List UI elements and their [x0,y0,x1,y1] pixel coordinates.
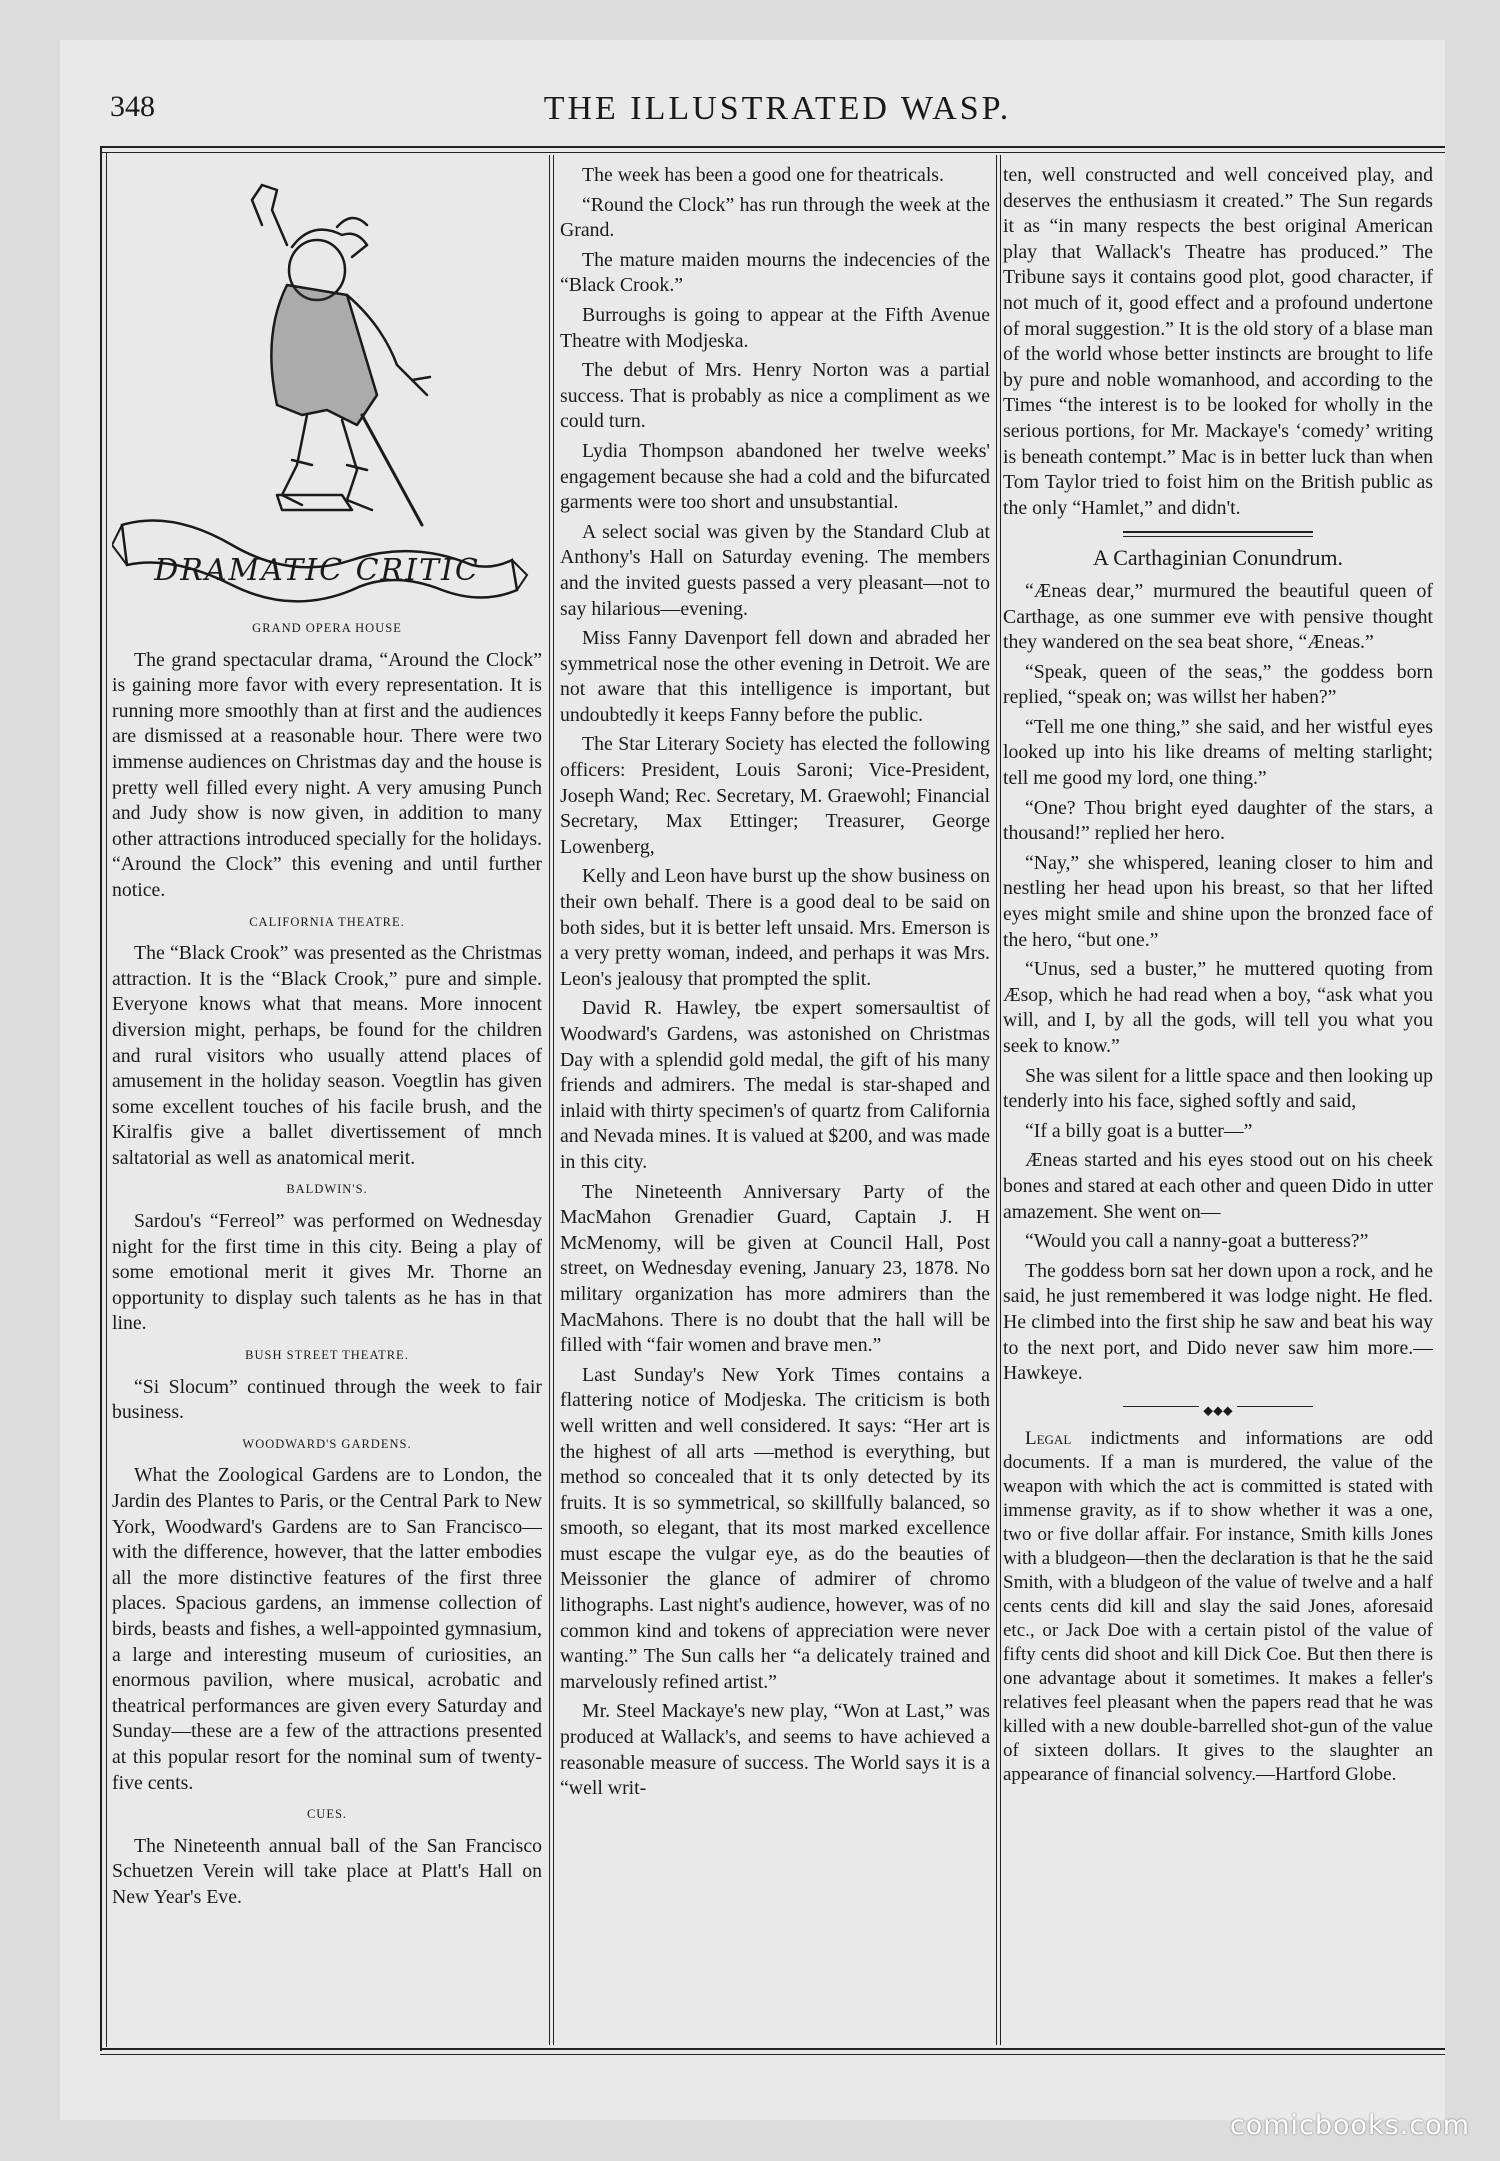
running-title: THE ILLUSTRATED WASP. [543,90,1012,127]
paragraph: “Æneas dear,” murmured the beautiful queen of Carthage, as one summer eve with pensive thought they wandered on the sea beat shore, “Æneas.” [1003,579,1433,654]
paragraph: “Si Slocum” continued through the week to fair business. [112,1375,542,1424]
paragraph: Kelly and Leon have burst up the show business on their own behalf. There is a good deal to be said on both sides, but it is better left unsaid. Mrs. Emerson is a very pretty woman, indeed, and perhaps it was Mrs. Leon's jealousy that prompted the split. [560,865,990,990]
paragraph: Burroughs is going to appear at the Fifth Avenue Theatre with Modjeska. [560,303,990,352]
paragraph [1003,1427,1433,1787]
column-3 [1003,163,1433,2043]
double-rule-divider [1123,531,1313,537]
paragraph: “Tell me one thing,” she said, and her wistful eyes looked up into his like dreams of melting starlight; tell me good my lord, one thing.” [1003,715,1433,790]
section-head-grand-opera: GRAND OPERA HOUSE [252,621,402,635]
paragraph: A select social was given by the Standard Club at Anthony's Hall on Saturday evening. The members and the invited guests passed a very pleasant—not to say hilarious—evening. [560,520,990,620]
ornament-divider [1123,1399,1313,1419]
paragraph: Miss Fanny Davenport fell down and abraded her symmetrical nose the other evening in Detroit. We are not aware that this intelligence is important, but undoubtedly it keeps Fanny before the public. [560,627,990,726]
paragraph: “If a billy goat is a butter—” [1025,1119,1253,1142]
section-head-cues: CUES. [306,1807,348,1822]
critic-figure-icon [112,165,542,610]
paragraph: The week has been a good one for theatricals. [582,164,944,186]
paragraph: The mature maiden mourns the indecencies of the “Black Crook.” [560,248,990,297]
story-title: A Carthaginian Conundrum. [1093,545,1343,571]
paragraph: She was silent for a little space and then looking up tenderly into his face, sighed softly and said, [1003,1064,1433,1113]
column-divider-1b [553,155,554,2045]
paragraph: The Nineteenth annual ball of the San Francisco Schuetzen Verein will take place at Platt's Hall on New Year's Eve. [112,1834,542,1908]
paragraph: “Would you call a nanny-goat a butteress?” [1025,1230,1369,1253]
column-1 [112,165,542,2045]
paragraph: Last Sunday's New York Times contains a flattering notice of Modjeska. The criticism is both well written and well considered. It says: “Her art is the highest of all arts —method is everything, but method so concealed that it ts only detected by its fruits. It is so symmetrical, so skillfully balanced, so smooth, so elegant, that its most marked excellence must escape the vulgar eye, as do the beauties of Meissonier the glance of admirer of chromo lithographs. Last night's audience, however, was of no common kind and tokens of appreciation were never wanting.” The Sun calls her “a delicately trained and marvelously refined artist.” [560,1363,990,1693]
paragraph: “Unus, sed a buster,” he muttered quoting from Æsop, which he had read when a boy, “ask what you will, and I, by all the gods, will tell you what you seek to know.” [1003,958,1433,1057]
column-divider-1 [549,155,550,2045]
paragraph: The grand spectacular drama, “Around the Clock” is gaining more favor with every representation. It is running more smoothly than at first and the audiences are dismissed at a reasonable hour. There were two immense audiences on Christmas day and the house is pretty well filled every night. A very amusing Punch and Judy show is now given, in addition to many other attractions introduced specially for the holidays. “Around the Clock” this evening and until further notice. [112,648,542,901]
page-header [110,90,1445,130]
top-rule [100,146,1445,148]
paragraph: Æneas started and his eyes stood out on his cheek bones and stared at each other and queen Dido in utter amazement. She went on— [1003,1149,1433,1223]
dramatic-critic-illustration [112,165,542,610]
paragraph: David R. Hawley, tbe expert somersaultist of Woodward's Gardens, was astonished on Christmas Day with a splendid gold medal, the gift of his many friends and admirers. The medal is star-shaped and inlaid with thirty specimen's of quartz from California and Nevada mines. It is valued at $200, and was made in this city. [560,997,990,1173]
paragraph: Sardou's “Ferreol” was performed on Wednesday night for the first time in this city. Being a play of some emotional merit it gives Mr. Thorne an opportunity to display such talents as he has in that line. [112,1210,542,1335]
bottom-rule [100,2048,1445,2050]
paragraph: Lydia Thompson abandoned her twelve weeks' engagement because she had a cold and the bifurcated garments were too short and unsubstantial. [560,439,990,514]
legal-text: indictments and informations are odd documents. If a man is murdered, the value of the weapon with which the act is committed is stated with immense gravity, as if to show whether it was a one, two or five dollar affair. For instance, Smith kills Jones with a bludgeon—then the declaration is that he the said Smith, with a bludgeon of the value of twelve and a half cents cents did kill and slay the said Jones, aforesaid etc., or Jack Doe with a certain pistol of the value of fifty cents did shoot and kill Dick Coe. But then there is one advantage about it sometimes. It makes a feller's relatives feel pleasant when the papers read that he was killed with a new double-barrelled shot-gun of the value of sixteen dollars. It gives to the slaughter an appearance of financial solvency.—Hartford Globe. [1003,1427,1433,1785]
bottom-rule-thin [100,2054,1445,2055]
paragraph: Mr. Steel Mackaye's new play, “Won at Last,” was produced at Wallack's, and seems to have achieved a reasonable measure of success. The World says it is a “well writ- [560,1700,990,1800]
ornament-icon: ⬥⬥⬥ [1199,1404,1236,1419]
paragraph: The Star Literary Society has elected the following officers: President, Louis Saroni; Vice-President, Joseph Wand; Rec. Secretary, M. Graewohl; Financial Secretary, Max Ettinger; Treasurer, George Lowenberg, [560,733,990,858]
paragraph: The Nineteenth Anniversary Party of the MacMahon Grenadier Guard, Captain J. H McMenomy, will be given at Council Hall, Post street, on Wednesday evening, January 23, 1878. No military organization has more admirers than the MacMahons. There is no doubt that the hall will be filled with “fair women and brave men.” [560,1180,990,1357]
banner-text: DRAMATIC CRITIC [154,553,480,588]
left-border-thin [106,152,107,2047]
section-head-baldwins: BALDWIN'S. [286,1182,368,1197]
paragraph: What the Zoological Gardens are to London, the Jardin des Plantes to Paris, or the Central Park to New York, Woodward's Gardens are to San Francisco—with the difference, however, that the latter embodies all the more distinctive features of the first three places. Spacious gardens, an immense collection of birds, beasts and fishes, a well-appointed gymnasium, a large and interesting museum of curiosities, an enormous pavilion, where musical, acrobatic and theatrical performances are given every Saturday and Sunday—these are a few of the attractions presented at this popular resort for the nominal sum of twenty-five cents. [112,1464,542,1794]
paragraph: “One? Thou bright eyed daughter of the stars, a thousand!” replied her hero. [1003,796,1433,845]
section-head-woodwards: WOODWARD'S GARDENS. [242,1436,412,1451]
paragraph: “Nay,” she whispered, leaning closer to him and nestling her head upon his breast, so that her lifted eyes might smile and shine upon the bronzed face of the hero, “but one.” [1003,851,1433,951]
paragraph: “Speak, queen of the seas,” the goddess born replied, “speak on; was willst her haben?” [1003,660,1433,709]
legal-lead: Legal [1025,1427,1072,1449]
paragraph: ten, well constructed and well conceived play, and deserves the enthusiasm it created.” The Sun regards it as “in many respects the best original American play that Wallack's Theatre has produced.” The Tribune says it contains good plot, good character, if not much of it, good effect and a profound undertone of moral suggestion.” It is the old story of a blase man of the world whose better instincts are brought to life by pure and noble womanhood, and according to the Times “the interest is to be looked for wholly in the serious portions, for Mr. Mackaye's ‘comedy’ writing is beneath contempt.” Mac is in better luck than when Tom Taylor tried to foist him on the British public as the only “Hamlet,” and didn't. [1003,164,1433,519]
top-rule-thin [100,152,1445,153]
left-border [100,146,102,2051]
column-divider-2 [996,155,997,2045]
column-2 [560,163,990,2043]
paragraph: The debut of Mrs. Henry Norton was a partial success. That is probably as nice a compliment as we could turn. [560,359,990,433]
section-head-bush-street: BUSH STREET THEATRE. [245,1348,409,1363]
section-head-california: CALIFORNIA THEATRE. [249,914,405,929]
paragraph: The “Black Crook” was presented as the Christmas attraction. It is the “Black Crook,” pure and simple. Everyone knows what that means. More innocent diversion might, perhaps, be found for the children and rural visitors who usually attend places of amusement in the holiday season. Voegtlin has given some excellent touches of his facile brush, and the Kiralfis give a ballet divertissement of mnch saltatorial as well as anatomical merit. [112,942,542,1169]
watermark: comicbooks.com [1229,2110,1470,2141]
page-number: 348 [110,90,155,123]
paragraph: “Round the Clock” has run through the week at the Grand. [560,193,990,242]
column-divider-2b [1000,155,1001,2045]
paragraph: The goddess born sat her down upon a rock, and he said, he just remembered it was lodge night. He fled. He climbed into the first ship he saw and beat his way to the next port, and Dido never saw him more.—Hawkeye. [1003,1259,1433,1385]
